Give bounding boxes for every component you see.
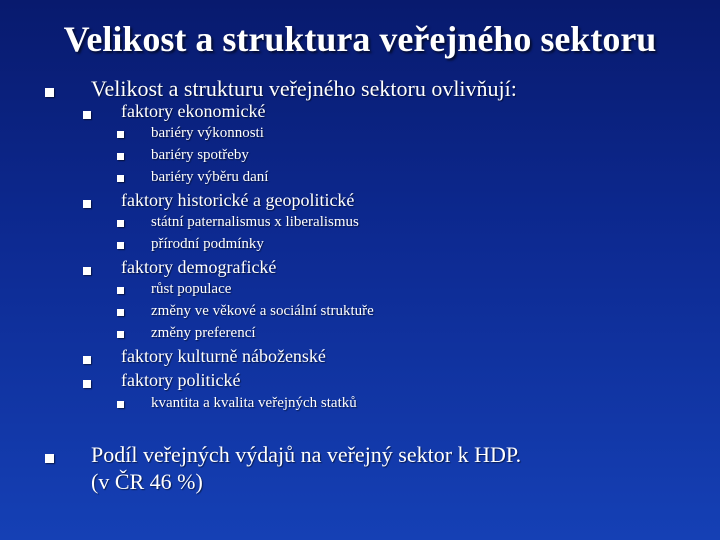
factor-label: faktory kulturně náboženské	[121, 346, 326, 366]
square-bullet-icon	[83, 111, 91, 119]
square-bullet-icon	[117, 131, 124, 138]
item-text: růst populace	[151, 281, 232, 297]
factor-demographic	[121, 257, 276, 278]
list-item	[151, 147, 249, 164]
factor-label: faktory politické	[121, 370, 241, 390]
list-item	[151, 281, 231, 298]
list-item	[151, 236, 264, 253]
factor-cultural	[121, 346, 326, 367]
list-item	[151, 325, 256, 342]
item-text: změny preferencí	[151, 325, 256, 341]
list-item	[151, 125, 264, 142]
item-text: státní paternalismus x liberalismus	[151, 214, 359, 230]
square-bullet-icon	[45, 454, 54, 463]
square-bullet-icon	[117, 331, 124, 338]
square-bullet-icon	[83, 200, 91, 208]
conclusion-note-text: (v ČR 46 %)	[91, 469, 203, 494]
square-bullet-icon	[117, 242, 124, 249]
factor-historical	[121, 190, 354, 211]
conclusion-line	[91, 442, 521, 468]
slide-title: Velikost a struktura veřejného sektoru	[63, 19, 657, 59]
item-text: bariéry výkonnosti	[151, 125, 264, 141]
square-bullet-icon	[45, 88, 54, 97]
item-text: změny ve věkové a sociální struktuře	[151, 303, 374, 319]
intro-line	[91, 76, 517, 102]
item-text: bariéry spotřeby	[151, 147, 249, 163]
factor-label: faktory ekonomické	[121, 101, 266, 121]
list-item	[151, 214, 359, 231]
factor-political	[121, 370, 240, 391]
square-bullet-icon	[117, 287, 124, 294]
factor-economic	[121, 101, 265, 122]
list-item	[151, 169, 268, 186]
item-text: kvantita a kvalita veřejných statků	[151, 395, 357, 411]
item-text: přírodní podmínky	[151, 236, 264, 252]
square-bullet-icon	[117, 153, 124, 160]
square-bullet-icon	[117, 309, 124, 316]
square-bullet-icon	[117, 401, 124, 408]
conclusion-note	[91, 469, 203, 495]
intro-text: Velikost a strukturu veřejného sektoru ovlivňují:	[91, 76, 517, 101]
item-text: bariéry výběru daní	[151, 169, 269, 185]
factor-label: faktory historické a geopolitické	[121, 190, 355, 210]
list-item	[151, 303, 374, 320]
square-bullet-icon	[83, 380, 91, 388]
conclusion-text: Podíl veřejných výdajů na veřejný sektor k HDP.	[91, 442, 522, 467]
list-item	[151, 395, 357, 412]
factor-label: faktory demografické	[121, 257, 277, 277]
square-bullet-icon	[83, 356, 91, 364]
square-bullet-icon	[83, 267, 91, 275]
square-bullet-icon	[117, 220, 124, 227]
square-bullet-icon	[117, 175, 124, 182]
